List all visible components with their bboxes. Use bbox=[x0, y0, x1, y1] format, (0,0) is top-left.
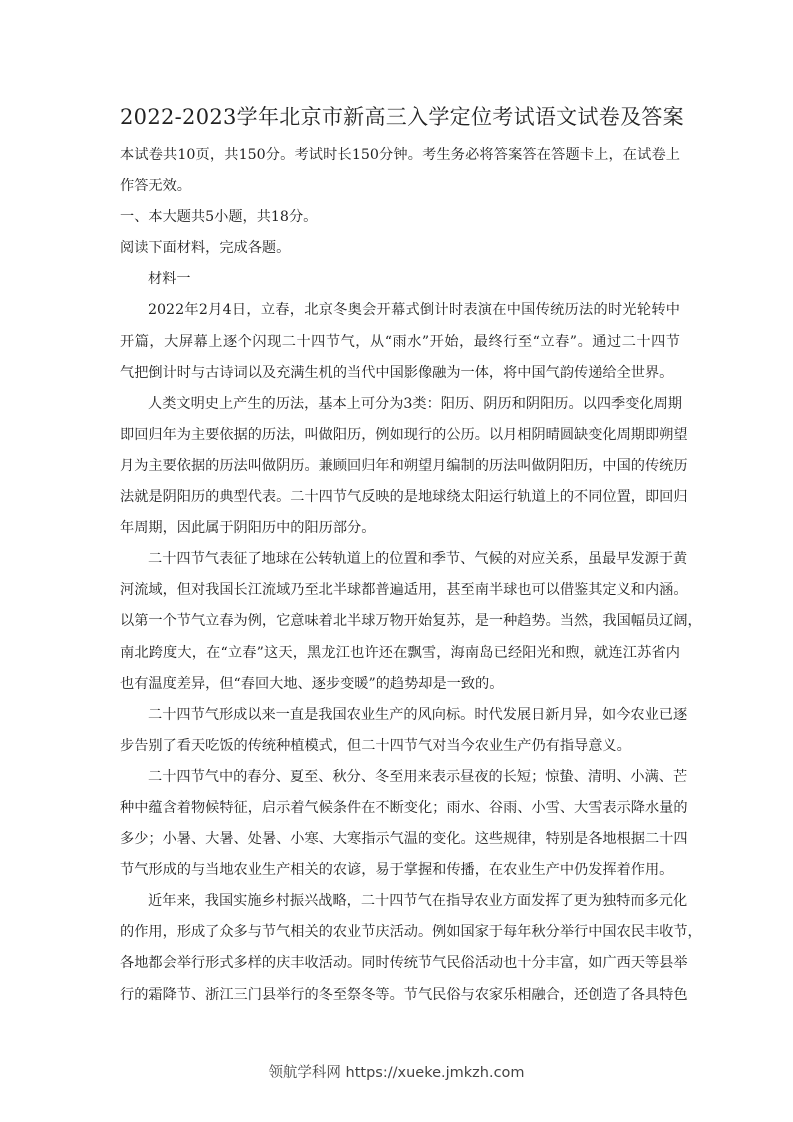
text-line: 气把倒计时与古诗词以及充满生机的当代中国影像融为一体，将中国气韵传递给全世界。 bbox=[120, 364, 674, 381]
paragraph bbox=[120, 140, 680, 202]
text-line: 2022年2月4日，立春，北京冬奥会开幕式倒计时表演在中国传统历法的时光轮转中 bbox=[148, 302, 680, 319]
paragraph bbox=[120, 700, 688, 762]
text-line: 阅读下面材料，完成各题。 bbox=[120, 240, 291, 257]
text-line: 南北跨度大，在“立春”这天，黑龙江也许还在飘雪，海南岛已经阳光和煦，就连江苏省内 bbox=[120, 644, 680, 661]
text-line: 以第一个节气立春为例，它意味着北半球万物开始复苏，是一种趋势。当然，我国幅员辽阔， bbox=[120, 613, 702, 630]
text-line: 步告别了看天吃饭的传统种植模式，但二十四节气对当今农业生产仍有指导意义。 bbox=[120, 737, 631, 754]
text-line: 一、本大题共5小题，共18分。 bbox=[120, 209, 318, 226]
paragraph bbox=[120, 202, 680, 233]
text-line: 多少；小暑、大暑、处暑、小寒、大寒指示气温的变化。这些规律，特别是各地根据二十四 bbox=[120, 831, 688, 848]
text-line: 河流域，但对我国长江流域乃至北半球都普遍适用，甚至南半球也可以借鉴其定义和内涵。 bbox=[120, 582, 688, 599]
paragraph bbox=[120, 762, 688, 886]
text-line: 节气形成的与当地农业生产相关的农谚，易于掌握和传播，在农业生产中仍发挥着作用。 bbox=[120, 862, 674, 879]
text-line: 材料一 bbox=[148, 271, 191, 288]
paragraph bbox=[120, 264, 680, 295]
text-line: 二十四节气表征了地球在公转轨道上的位置和季节、气候的对应关系，虽最早发源于黄 bbox=[148, 551, 688, 568]
paragraph bbox=[120, 544, 702, 699]
text-line: 也有温度差异，但“春回大地、逐步变暖”的趋势却是一致的。 bbox=[120, 675, 504, 692]
text-line: 二十四节气中的春分、夏至、秋分、冬至用来表示昼夜的长短；惊蛰、清明、小满、芒 bbox=[148, 768, 688, 785]
paragraph bbox=[120, 295, 680, 388]
paragraph bbox=[120, 389, 688, 544]
text-line: 各地都会举行形式多样的庆丰收活动。同时传统节气民俗活动也十分丰富，如广西天等县举 bbox=[120, 955, 688, 972]
text-line: 法就是阴阳历的典型代表。二十四节气反映的是地球绕太阳运行轨道上的不同位置，即回归 bbox=[120, 489, 688, 506]
text-line: 即回归年为主要依据的历法，叫做阳历，例如现行的公历。以月相阴晴圆缺变化周期即朔望 bbox=[120, 426, 688, 443]
text-line: 年周期，因此属于阴阳历中的阳历部分。 bbox=[120, 520, 376, 537]
paragraph bbox=[120, 886, 702, 1010]
document-body bbox=[120, 140, 702, 1011]
text-line: 二十四节气形成以来一直是我国农业生产的风向标。时代发展日新月异，如今农业已逐 bbox=[148, 706, 688, 723]
text-line: 人类文明史上产生的历法，基本上可分为3类：阳历、阴历和阴阳历。以四季变化周期 bbox=[148, 395, 682, 412]
text-line: 行的霜降节、浙江三门县举行的冬至祭冬等。节气民俗与农家乐相融合，还创造了各具特色 bbox=[120, 986, 688, 1003]
document-title: 2022-2023学年北京市新高三入学定位考试语文试卷及答案 bbox=[120, 105, 684, 129]
text-line: 近年来，我国实施乡村振兴战略，二十四节气在指导农业方面发挥了更为独特而多元化 bbox=[148, 893, 688, 910]
text-line: 本试卷共10页，共150分。考试时长150分钟。考生务必将答案答在答题卡上，在试卷上 bbox=[120, 147, 680, 163]
text-line: 种中蕴含着物候特征，启示着气候条件在不断变化；雨水、谷雨、小雪、大雪表示降水量的 bbox=[120, 799, 688, 816]
footer-watermark: 领航学科网 https://xueke.jmkzh.com bbox=[268, 1065, 525, 1081]
text-line: 的作用，形成了众多与节气相关的农业节庆活动。例如国家于每年秋分举行中国农民丰收节， bbox=[120, 924, 702, 941]
text-line: 月为主要依据的历法叫做阴历。兼顾回归年和朔望月编制的历法叫做阴阳历，中国的传统历 bbox=[120, 457, 688, 474]
paragraph bbox=[120, 233, 680, 264]
text-line: 开篇，大屏幕上逐个闪现二十四节气，从“雨水”开始，最终行至“立春”。通过二十四节 bbox=[120, 333, 680, 350]
text-line: 作答无效。 bbox=[120, 178, 191, 195]
